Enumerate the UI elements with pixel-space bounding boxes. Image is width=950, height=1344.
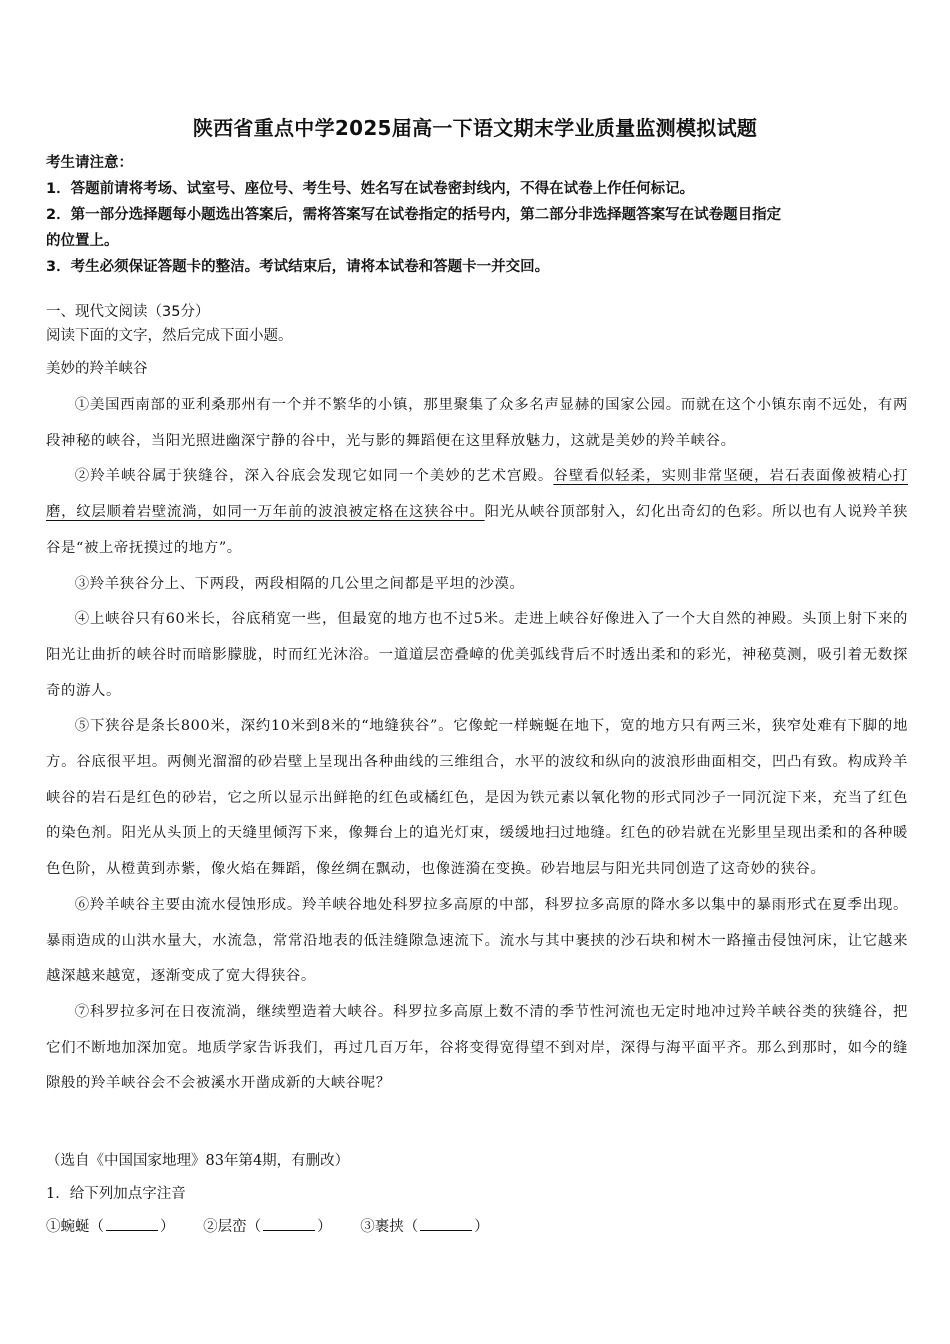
underlined-sentence: 谷壁看似轻柔，实则非常坚硬，岩石表面像被精心打磨，纹层顺着岩壁流淌，如同一万年前的波浪被定格在这狭谷中。 bbox=[46, 468, 908, 521]
notice-item: 的位置上。 bbox=[46, 233, 119, 249]
pinyin-item: ②层峦（ ） bbox=[203, 1219, 332, 1235]
article-body bbox=[46, 388, 908, 1102]
pinyin-item: ③裹挟（ ） bbox=[360, 1219, 489, 1235]
pinyin-item: ①蜿蜒（ ） bbox=[46, 1219, 175, 1235]
paragraph-1: ①美国西南部的亚利桑那州有一个并不繁华的小镇，那里聚集了众多名声显赫的国家公园。而就在这个小镇东南不远处，有两段神秘的峡谷，当阳光照进幽深宁静的谷中，光与影的舞蹈便在这里释放魅力，这就是美妙的羚羊峡谷。 bbox=[46, 397, 908, 449]
answer-blank[interactable] bbox=[420, 1216, 472, 1231]
paragraph-6: ⑥羚羊峡谷主要由流水侵蚀形成。羚羊峡谷地处科罗拉多高原的中部，科罗拉多高原的降水多以集中的暴雨形式在夏季出现。暴雨造成的山洪水量大，水流急，常常沿地表的低洼缝隙急速流下。流水与其中裹挟的沙石块和树木一路撞击侵蚀河床，让它越来越深越来越宽，逐渐变成了宽大得狭谷。 bbox=[46, 896, 908, 985]
question-1-items bbox=[46, 1211, 908, 1244]
question-1-prompt: 1．给下列加点字注音 bbox=[46, 1186, 186, 1202]
section-instruction: 阅读下面的文字，然后完成下面小题。 bbox=[46, 328, 293, 344]
answer-blank[interactable] bbox=[263, 1216, 315, 1231]
answer-blank[interactable] bbox=[106, 1216, 158, 1231]
notice-item: 1．答题前请将考场、试室号、座位号、考生号、姓名写在试卷密封线内，不得在试卷上作任何标记。 bbox=[46, 181, 695, 197]
paragraph-7: ⑦科罗拉多河在日夜流淌，继续塑造着大峡谷。科罗拉多高原上数不清的季节性河流也无定时地冲过羚羊峡谷类的狭缝谷，把它们不断地加深加宽。地质学家告诉我们，再过几百万年，谷将变得宽得望不到对岸，深得与海平面平齐。那么到那时，如今的缝隙般的羚羊峡谷会不会被溪水开凿成新的大峡谷呢？ bbox=[46, 1003, 908, 1092]
notice-item: 2．第一部分选择题每小题选出答案后，需将答案写在试卷指定的括号内，第二部分非选择题答案写在试卷题目指定 bbox=[46, 207, 782, 223]
section-modern-reading bbox=[46, 300, 906, 348]
question-area bbox=[46, 1145, 908, 1244]
paragraph-2 bbox=[46, 459, 908, 566]
paragraph-2-start: ②羚羊峡谷属于狭缝谷，深入谷底会发现它如同一个美妙的艺术宫殿。 bbox=[74, 468, 554, 485]
paragraph-5: ⑤下狭谷是条长800米，深约10米到8米的“地缝狭谷”。它像蛇一样蜿蜒在地下，宽的地方只有两三米，狭窄处难有下脚的地方。谷底很平坦。两侧光溜溜的砂岩壁上呈现出各种曲线的三维组合，水平的波纹和纵向的波浪形曲面相交，凹凸有致。构成羚羊峡谷的岩石是红色的砂岩，它之所以显示出鲜艳的红色或橘红色，是因为铁元素以氧化物的形式同沙子一同沉淀下来，充当了红色的染色剂。阳光从头顶上的天缝里倾泻下来，像舞台上的追光灯束，缓缓地扫过地缝。红色的砂岩就在光影里呈现出柔和的各种暖色色阶，从橙黄到赤紫，像火焰在舞蹈，像丝绸在飘动，也像涟漪在变换。砂岩地层与阳光共同创造了这奇妙的狭谷。 bbox=[46, 718, 908, 878]
article-title: 美妙的羚羊峡谷 bbox=[46, 361, 148, 377]
paragraph-3: ③羚羊狭谷分上、下两段，两段相隔的几公里之间都是平坦的沙漠。 bbox=[74, 575, 525, 592]
notice-heading: 考生请注意： bbox=[46, 155, 133, 171]
paragraph-2-end: 阳光从峡谷顶部射入，幻化出奇幻的色彩。所以也有人说羚羊狭谷是“被上帝抚摸过的地方”。 bbox=[46, 504, 908, 556]
exam-title: 陕西省重点中学2025届高一下语文期末学业质量监测模拟试题 bbox=[192, 116, 758, 140]
section-heading: 一、现代文阅读（35分） bbox=[46, 304, 210, 320]
paragraph-4: ④上峡谷只有60米长，谷底稍宽一些，但最宽的地方也不过5米。走进上峡谷好像进入了一个大自然的神殿。头顶上射下来的阳光让曲折的峡谷时而暗影朦胧，时而红光沐浴。一道道层峦叠嶂的优美弧线背后不时透出柔和的彩光，神秘莫测，吸引着无数探奇的游人。 bbox=[46, 611, 908, 699]
notice-item: 3．考生必须保证答题卡的整洁。考试结束后，请将本试卷和答题卡一并交回。 bbox=[46, 259, 550, 275]
candidate-notice bbox=[46, 150, 906, 280]
article-source: （选自《中国国家地理》83年第4期，有删改） bbox=[46, 1153, 350, 1169]
